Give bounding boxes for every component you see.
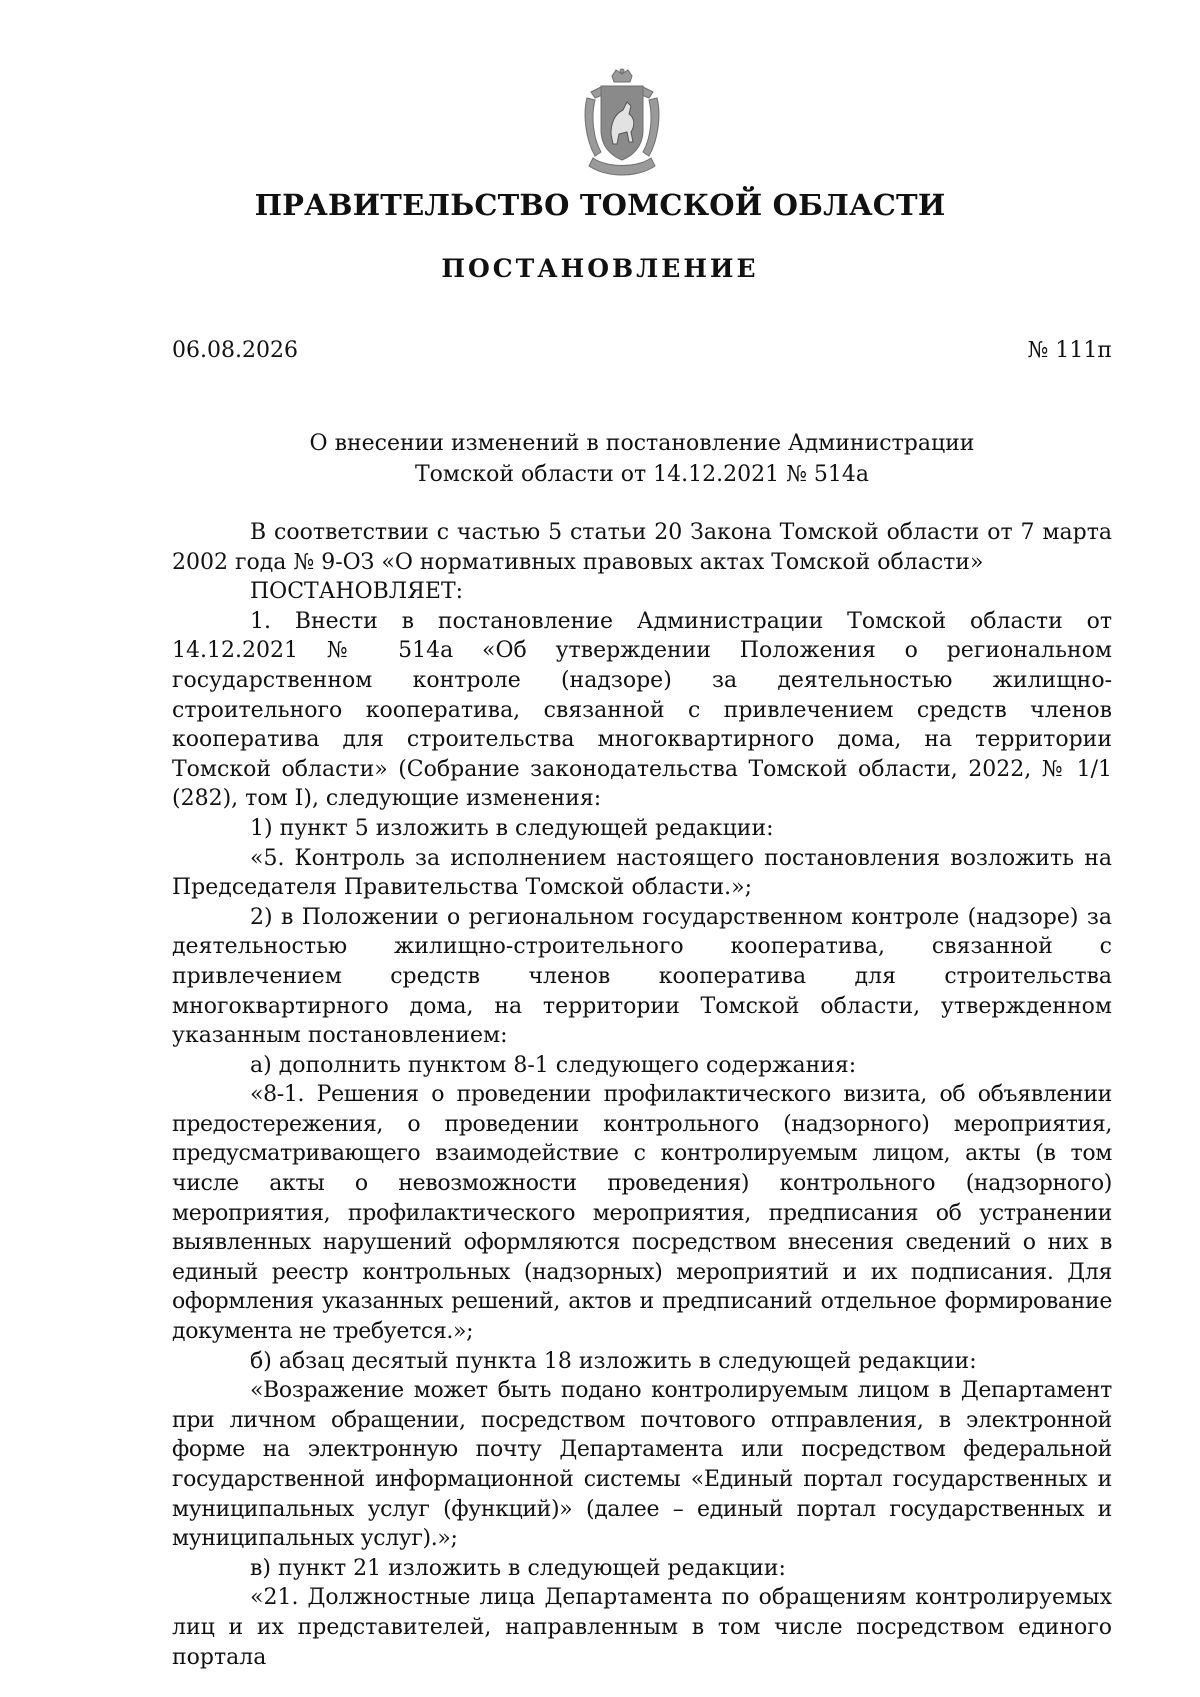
document-date: 06.08.2026 <box>172 338 298 363</box>
clause-paragraph: 1) пункт 5 изложить в следующей редакции: <box>250 815 774 841</box>
document-subject <box>172 428 1112 490</box>
resolves-heading: ПОСТАНОВЛЯЕТ: <box>250 579 464 605</box>
clause-paragraph: в) пункт 21 изложить в следующей редакции: <box>250 1555 786 1581</box>
clause-paragraph: 1. Внести в постановление Администрации Томской области от 14.12.2021 № 514а «Об утверждении Положения о региональном государственном контроле (надзоре) за деятельностью жилищно-строительного кооператива, связанной с привлечением средств членов кооператива для строительства многоквартирного дома, на территории Томской области» (Собрание законодательства Томской области, 2022, № 1/1 (282), том I), следующие изменения: <box>172 608 1112 812</box>
clause-paragraph: «Возражение может быть подано контролируемым лицом в Департамент при личном обращении, посредством почтового отправления, в электронной форме на электронную почту Департамента или посредством федеральной государственной информационной системы «Единый портал государственных и муниципальных услуг (функций)» (далее – единый портал государственных и муниципальных услуг).»; <box>172 1378 1112 1552</box>
clause-paragraph: «21. Должностные лица Департамента по обращениям контролируемых лиц и их представителей, направленным в том числе посредством единого портала <box>172 1585 1112 1670</box>
document-number: № 111п <box>1027 338 1112 363</box>
document-body <box>172 518 1112 1672</box>
preamble-paragraph: В соответствии с частью 5 статьи 20 Закона Томской области от 7 марта 2002 года № 9-ОЗ «О нормативных правовых актах Томской области» <box>172 520 1112 575</box>
subject-line: Томской области от 14.12.2021 № 514а <box>414 462 870 487</box>
coat-of-arms-emblem <box>581 68 663 180</box>
clause-paragraph: «8-1. Решения о проведении профилактического визита, об объявлении предостережения, о проведении контрольного (надзорного) мероприятия, предусматривающего взаимодействие с контролируемым лицом, акты (в том числе акты о невозможности проведения) контрольного (надзорного) мероприятия, профилактического мероприятия, предписания об устранении выявленных нарушений оформляются посредством внесения сведений о них в единый реестр контрольных (надзорных) мероприятий и их подписания. Для оформления указанных решений, актов и предписаний отдельное формирование документа не требуется.»; <box>172 1082 1112 1345</box>
clause-paragraph: «5. Контроль за исполнением настоящего постановления возложить на Председателя Правительства Томской области.»; <box>172 845 1112 901</box>
clause-paragraph: 2) в Положении о региональном государственном контроле (надзоре) за деятельностью жилищно-строительного кооператива, связанной с привлечением средств членов кооператива для строительства многоквартирного дома, на территории Томской области, утвержденном указанным постановлением: <box>172 904 1112 1049</box>
clause-paragraph: б) абзац десятый пункта 18 изложить в следующей редакции: <box>250 1348 977 1374</box>
organization-title: ПРАВИТЕЛЬСТВО ТОМСКОЙ ОБЛАСТИ <box>254 188 946 222</box>
subject-line: О внесении изменений в постановление Администрации <box>309 431 975 456</box>
clause-paragraph: а) дополнить пунктом 8-1 следующего содержания: <box>250 1052 857 1078</box>
document-type-title: ПОСТАНОВЛЕНИЕ <box>441 254 759 283</box>
